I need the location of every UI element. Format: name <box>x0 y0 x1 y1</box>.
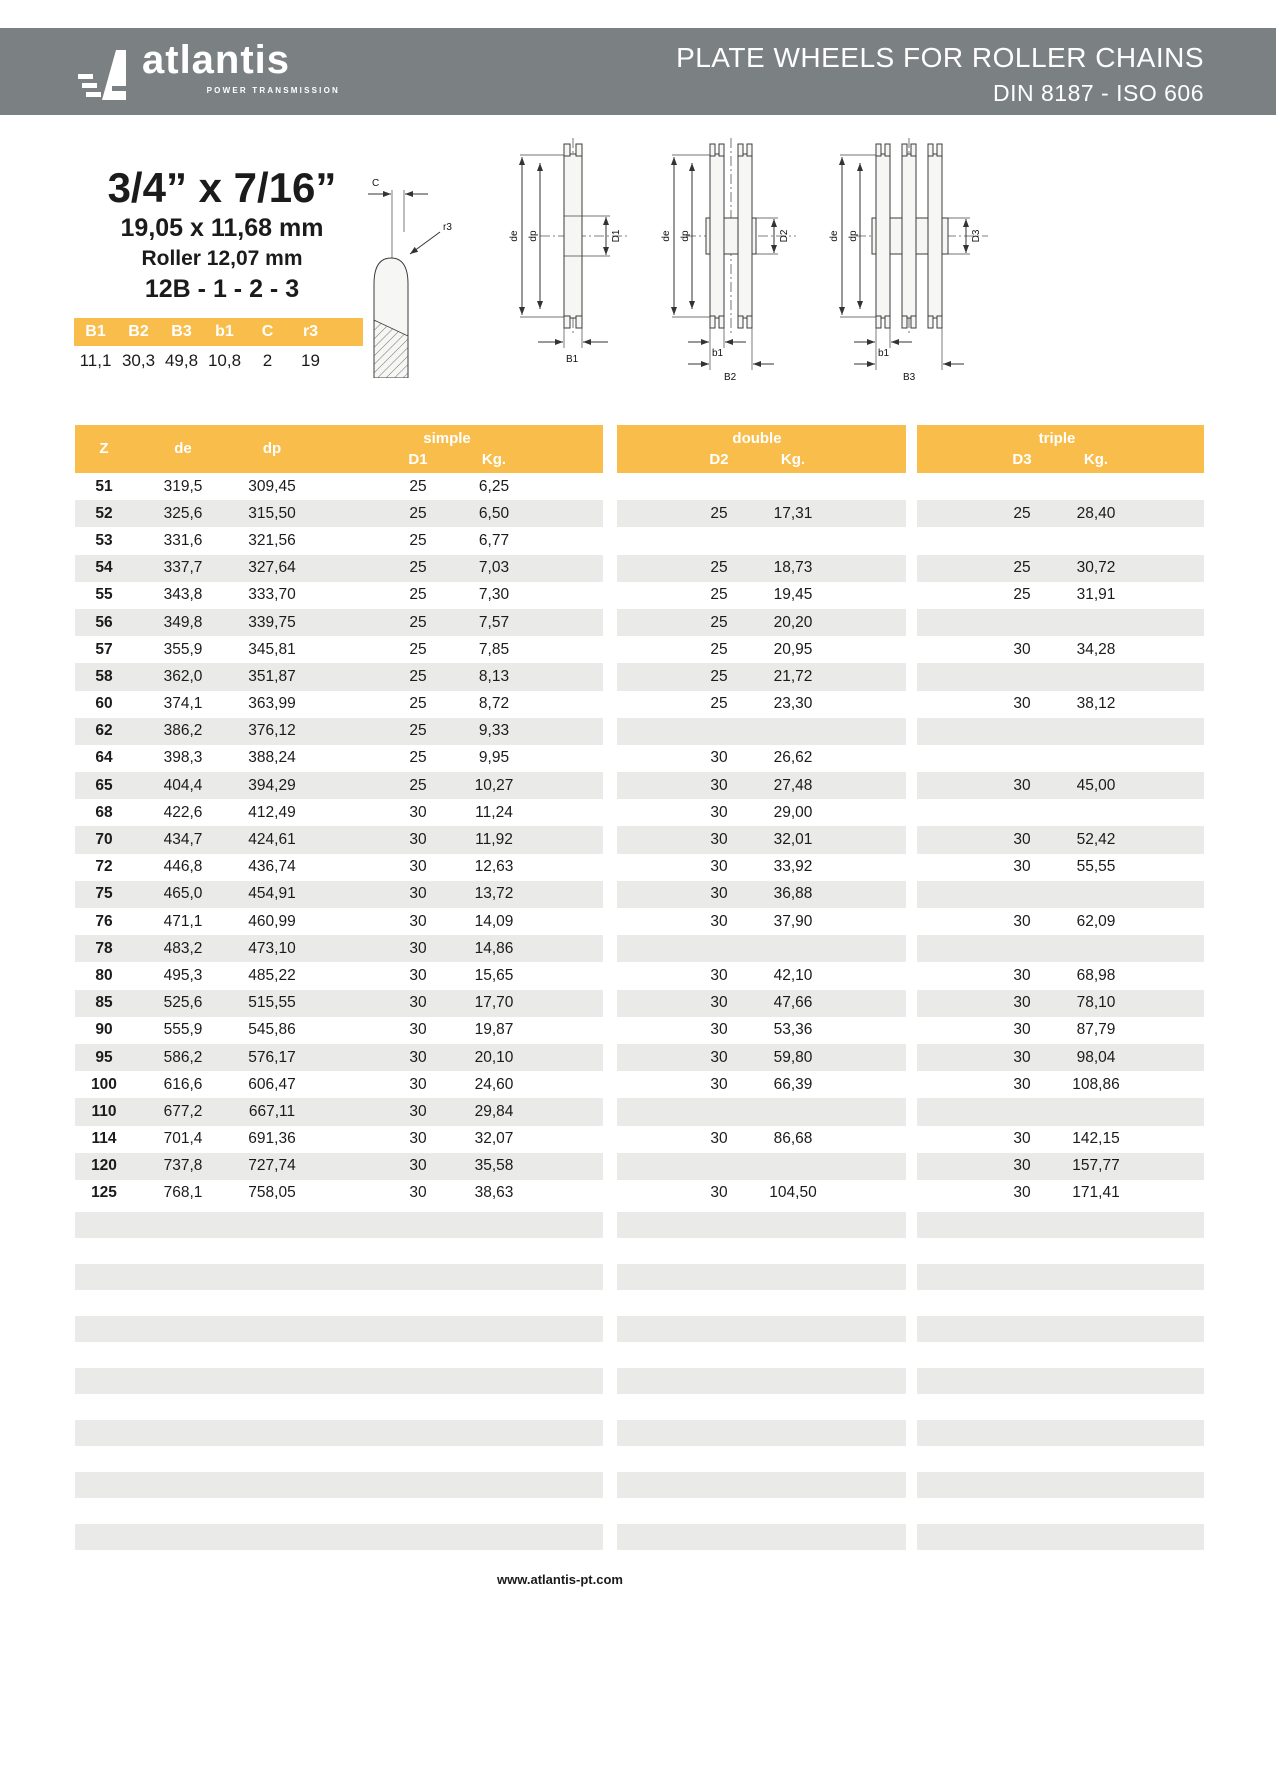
table-row: 90 555,9 545,86 30 19,87 <box>95 1021 514 1039</box>
empty-table-row <box>917 1524 1204 1550</box>
table-row: 60 374,1 363,99 25 8,72 <box>95 695 510 713</box>
table-row <box>917 799 1204 826</box>
product-size-mm: 19,05 x 11,68 mm <box>120 214 324 242</box>
table-row: 68 422,6 412,49 30 11,24 <box>95 803 513 821</box>
table-row: 80 495,3 485,22 30 15,65 <box>95 966 514 984</box>
table-row: 58 362,0 351,87 25 8,13 <box>75 663 603 690</box>
empty-table-row <box>917 1420 1204 1446</box>
standard-reference: DIN 8187 - ISO 606 <box>993 80 1204 106</box>
table-row: 30 27,48 <box>617 772 906 799</box>
svg-text:D3: D3 <box>971 229 982 243</box>
group-triple: triple <box>1038 430 1076 447</box>
spec-col-b1: B1 <box>85 323 106 340</box>
table-row <box>617 527 906 554</box>
spec-col-b1small: b1 <box>215 323 234 340</box>
spec-col-c: C <box>261 323 274 340</box>
table-row <box>917 609 1204 636</box>
atlantis-logo-icon <box>78 46 140 106</box>
product-roller: Roller 12,07 mm <box>141 247 303 270</box>
table-row <box>917 527 1204 554</box>
table-row: 25 19,45 <box>710 586 813 604</box>
col-d3: D3 <box>1012 451 1032 468</box>
svg-text:r3: r3 <box>443 222 452 233</box>
svg-text:C: C <box>372 178 380 189</box>
svg-text:dp: dp <box>528 230 539 242</box>
table-row: 25 17,31 <box>617 500 906 527</box>
table-row <box>617 935 906 962</box>
table-body-main <box>75 473 603 1207</box>
empty-table-row <box>917 1472 1204 1498</box>
table-row: 30 53,36 <box>710 1021 813 1039</box>
empty-table-row <box>617 1472 906 1498</box>
table-row <box>917 935 1204 962</box>
table-row: 110 677,2 667,11 30 29,84 <box>75 1098 603 1125</box>
table-row: 30 98,04 <box>917 1044 1204 1071</box>
product-code: 12B - 1 - 2 - 3 <box>144 275 300 303</box>
simple-sprocket-drawing <box>492 136 657 371</box>
table-row: 25 18,73 <box>617 555 906 582</box>
col-dp: dp <box>262 440 282 457</box>
brand-name: atlantis <box>142 38 291 82</box>
table-row: 25 20,95 <box>710 640 813 658</box>
table-row: 70 434,7 424,61 30 11,92 <box>75 826 603 853</box>
table-row: 125 768,1 758,05 30 38,63 <box>91 1184 514 1202</box>
col-kg-double: Kg. <box>780 451 806 468</box>
svg-text:b1: b1 <box>878 348 890 359</box>
table-row: 65 404,4 394,29 25 10,27 <box>75 772 603 799</box>
table-row: 25 21,72 <box>617 663 906 690</box>
product-size-inches: 3/4” x 7/16” <box>107 164 337 211</box>
table-header-double <box>617 425 906 473</box>
svg-text:b1: b1 <box>712 348 724 359</box>
group-double: double <box>732 430 782 447</box>
tooth-profile-drawing <box>358 168 478 378</box>
table-row: 85 525,6 515,55 30 17,70 <box>75 990 603 1017</box>
empty-table-row <box>617 1264 906 1290</box>
table-row: 30 32,01 <box>617 826 906 853</box>
table-body-double <box>617 473 906 1207</box>
table-row: 25 31,91 <box>1013 586 1116 604</box>
empty-table-row <box>75 1212 603 1238</box>
svg-text:D1: D1 <box>611 229 622 243</box>
table-row: 30 29,00 <box>710 803 813 821</box>
col-kg-triple: Kg. <box>1083 451 1109 468</box>
table-row: 30 78,10 <box>917 990 1204 1017</box>
table-row: 30 55,55 <box>1013 858 1116 876</box>
table-row: 53 331,6 321,56 25 6,77 <box>95 531 510 549</box>
col-z: Z <box>99 440 109 457</box>
svg-text:dp: dp <box>680 230 691 242</box>
table-row: 57 355,9 345,81 25 7,85 <box>95 640 510 658</box>
table-row: 62 386,2 376,12 25 9,33 <box>75 718 603 745</box>
table-header-main <box>75 425 603 473</box>
svg-text:B2: B2 <box>724 372 737 383</box>
svg-text:de: de <box>829 230 840 242</box>
empty-table-row <box>917 1368 1204 1394</box>
col-kg-simple: Kg. <box>481 451 507 468</box>
table-header-triple <box>917 425 1204 473</box>
table-row: 30 47,66 <box>617 990 906 1017</box>
table-row <box>617 473 906 500</box>
table-row: 25 30,72 <box>917 555 1204 582</box>
table-row: 30 26,62 <box>710 749 813 767</box>
triple-sprocket-drawing <box>828 136 1023 386</box>
table-row: 64 398,3 388,24 25 9,95 <box>95 749 510 767</box>
table-row: 30 171,41 <box>1013 1184 1120 1202</box>
table-row: 54 337,7 327,64 25 7,03 <box>75 555 603 582</box>
table-row: 52 325,6 315,50 25 6,50 <box>75 500 603 527</box>
spec-table-values: 11,1 30,3 49,8 10,8 2 19 <box>79 351 320 370</box>
empty-table-row <box>617 1420 906 1446</box>
table-row <box>917 718 1204 745</box>
empty-table-row <box>617 1212 906 1238</box>
table-row: 75 465,0 454,91 30 13,72 <box>75 881 603 908</box>
empty-table-row <box>75 1524 603 1550</box>
table-row: 114 701,4 691,36 30 32,07 <box>91 1130 514 1148</box>
header-bar <box>0 28 1276 115</box>
spec-col-b2: B2 <box>128 323 149 340</box>
website-url: www.atlantis-pt.com <box>497 1572 623 1587</box>
table-row: 30 37,90 <box>710 912 813 930</box>
empty-table-row <box>917 1316 1204 1342</box>
empty-table-row <box>75 1368 603 1394</box>
group-simple: simple <box>423 430 471 447</box>
table-row: 55 343,8 333,70 25 7,30 <box>95 586 510 604</box>
table-row: 30 87,79 <box>1013 1021 1116 1039</box>
table-row: 120 737,8 727,74 30 35,58 <box>75 1153 603 1180</box>
empty-table-row <box>617 1368 906 1394</box>
table-row: 30 68,98 <box>1013 966 1116 984</box>
spec-col-b3: B3 <box>171 323 192 340</box>
table-row <box>617 1153 906 1180</box>
table-row: 78 483,2 473,10 30 14,86 <box>75 935 603 962</box>
empty-table-row <box>917 1264 1204 1290</box>
table-row: 30 86,68 <box>710 1130 813 1148</box>
svg-text:D2: D2 <box>779 229 790 243</box>
table-row <box>617 718 906 745</box>
svg-text:B1: B1 <box>566 354 579 365</box>
empty-table-row <box>617 1524 906 1550</box>
table-row: 25 28,40 <box>917 500 1204 527</box>
table-row: 30 104,50 <box>710 1184 817 1202</box>
table-row: 30 45,00 <box>917 772 1204 799</box>
table-row: 30 157,77 <box>917 1153 1204 1180</box>
brand-tagline: POWER TRANSMISSION <box>206 86 340 95</box>
table-row: 30 34,28 <box>1013 640 1116 658</box>
table-row: 25 23,30 <box>710 695 813 713</box>
table-row <box>917 473 1204 500</box>
table-row: 100 616,6 606,47 30 24,60 <box>91 1075 514 1093</box>
table-row: 30 66,39 <box>710 1075 813 1093</box>
spec-table-header <box>74 318 363 346</box>
empty-table-row <box>75 1264 603 1290</box>
table-row: 30 42,10 <box>710 966 813 984</box>
svg-text:de: de <box>661 230 672 242</box>
table-row: 30 62,09 <box>1013 912 1116 930</box>
table-row <box>917 1098 1204 1125</box>
empty-table-row <box>917 1212 1204 1238</box>
table-row: 76 471,1 460,99 30 14,09 <box>95 912 514 930</box>
empty-table-row <box>617 1316 906 1342</box>
table-row: 51 319,5 309,45 25 6,25 <box>95 477 510 495</box>
table-body-triple <box>917 473 1204 1207</box>
svg-text:de: de <box>509 230 520 242</box>
col-d1: D1 <box>408 451 428 468</box>
table-row: 30 108,86 <box>1013 1075 1120 1093</box>
product-block <box>70 166 374 304</box>
page-title: PLATE WHEELS FOR ROLLER CHAINS <box>676 42 1204 73</box>
empty-table-row <box>75 1316 603 1342</box>
table-row <box>617 1098 906 1125</box>
table-row: 30 33,92 <box>710 858 813 876</box>
brand-logo <box>78 36 338 108</box>
table-row <box>917 881 1204 908</box>
table-row: 72 446,8 436,74 30 12,63 <box>95 858 514 876</box>
empty-table-row <box>75 1472 603 1498</box>
table-row: 95 586,2 576,17 30 20,10 <box>75 1044 603 1071</box>
svg-text:B3: B3 <box>903 372 916 383</box>
table-row: 30 52,42 <box>917 826 1204 853</box>
empty-table-row <box>75 1420 603 1446</box>
svg-text:dp: dp <box>848 230 859 242</box>
table-row: 25 20,20 <box>617 609 906 636</box>
double-sprocket-drawing <box>652 136 827 386</box>
spec-col-r3: r3 <box>302 323 319 340</box>
col-d2: D2 <box>709 451 729 468</box>
table-row: 30 38,12 <box>1013 695 1116 713</box>
col-de: de <box>174 440 192 457</box>
table-row: 30 36,88 <box>617 881 906 908</box>
table-row: 30 142,15 <box>1013 1130 1120 1148</box>
table-row: 56 349,8 339,75 25 7,57 <box>75 609 603 636</box>
table-row <box>917 663 1204 690</box>
table-row <box>917 745 1204 772</box>
table-row: 30 59,80 <box>617 1044 906 1071</box>
